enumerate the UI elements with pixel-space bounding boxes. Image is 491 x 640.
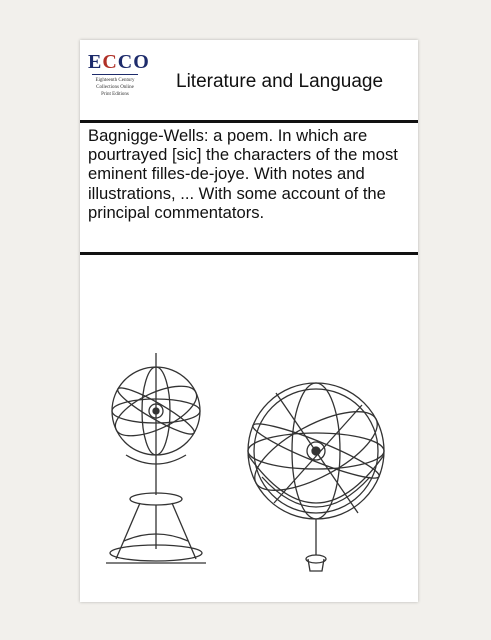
armillary-spheres-illustration — [86, 323, 412, 595]
title-rule-bottom — [80, 252, 418, 255]
logo-line-2: Collections Online — [96, 85, 134, 90]
right-armillary-sphere — [244, 383, 388, 571]
left-armillary-sphere — [106, 353, 206, 563]
book-title: Bagnigge-Wells: a poem. In which are pourtrayed [sic] the characters of the most eminent filles-de-joye. With notes and illustrations, ... With some account of the principal commentators. — [88, 126, 398, 222]
logo-mark: ECCO — [88, 51, 150, 73]
logo-line-3: Print Editions — [101, 92, 129, 97]
logo-rule — [92, 74, 138, 75]
armillary-spheres-drawing — [86, 323, 412, 595]
logo-line-1: Eighteenth Century — [95, 78, 135, 83]
cover-header — [80, 40, 418, 120]
ecco-logo — [88, 51, 150, 116]
series-title: Literature and Language — [176, 71, 384, 92]
book-cover — [80, 40, 418, 602]
